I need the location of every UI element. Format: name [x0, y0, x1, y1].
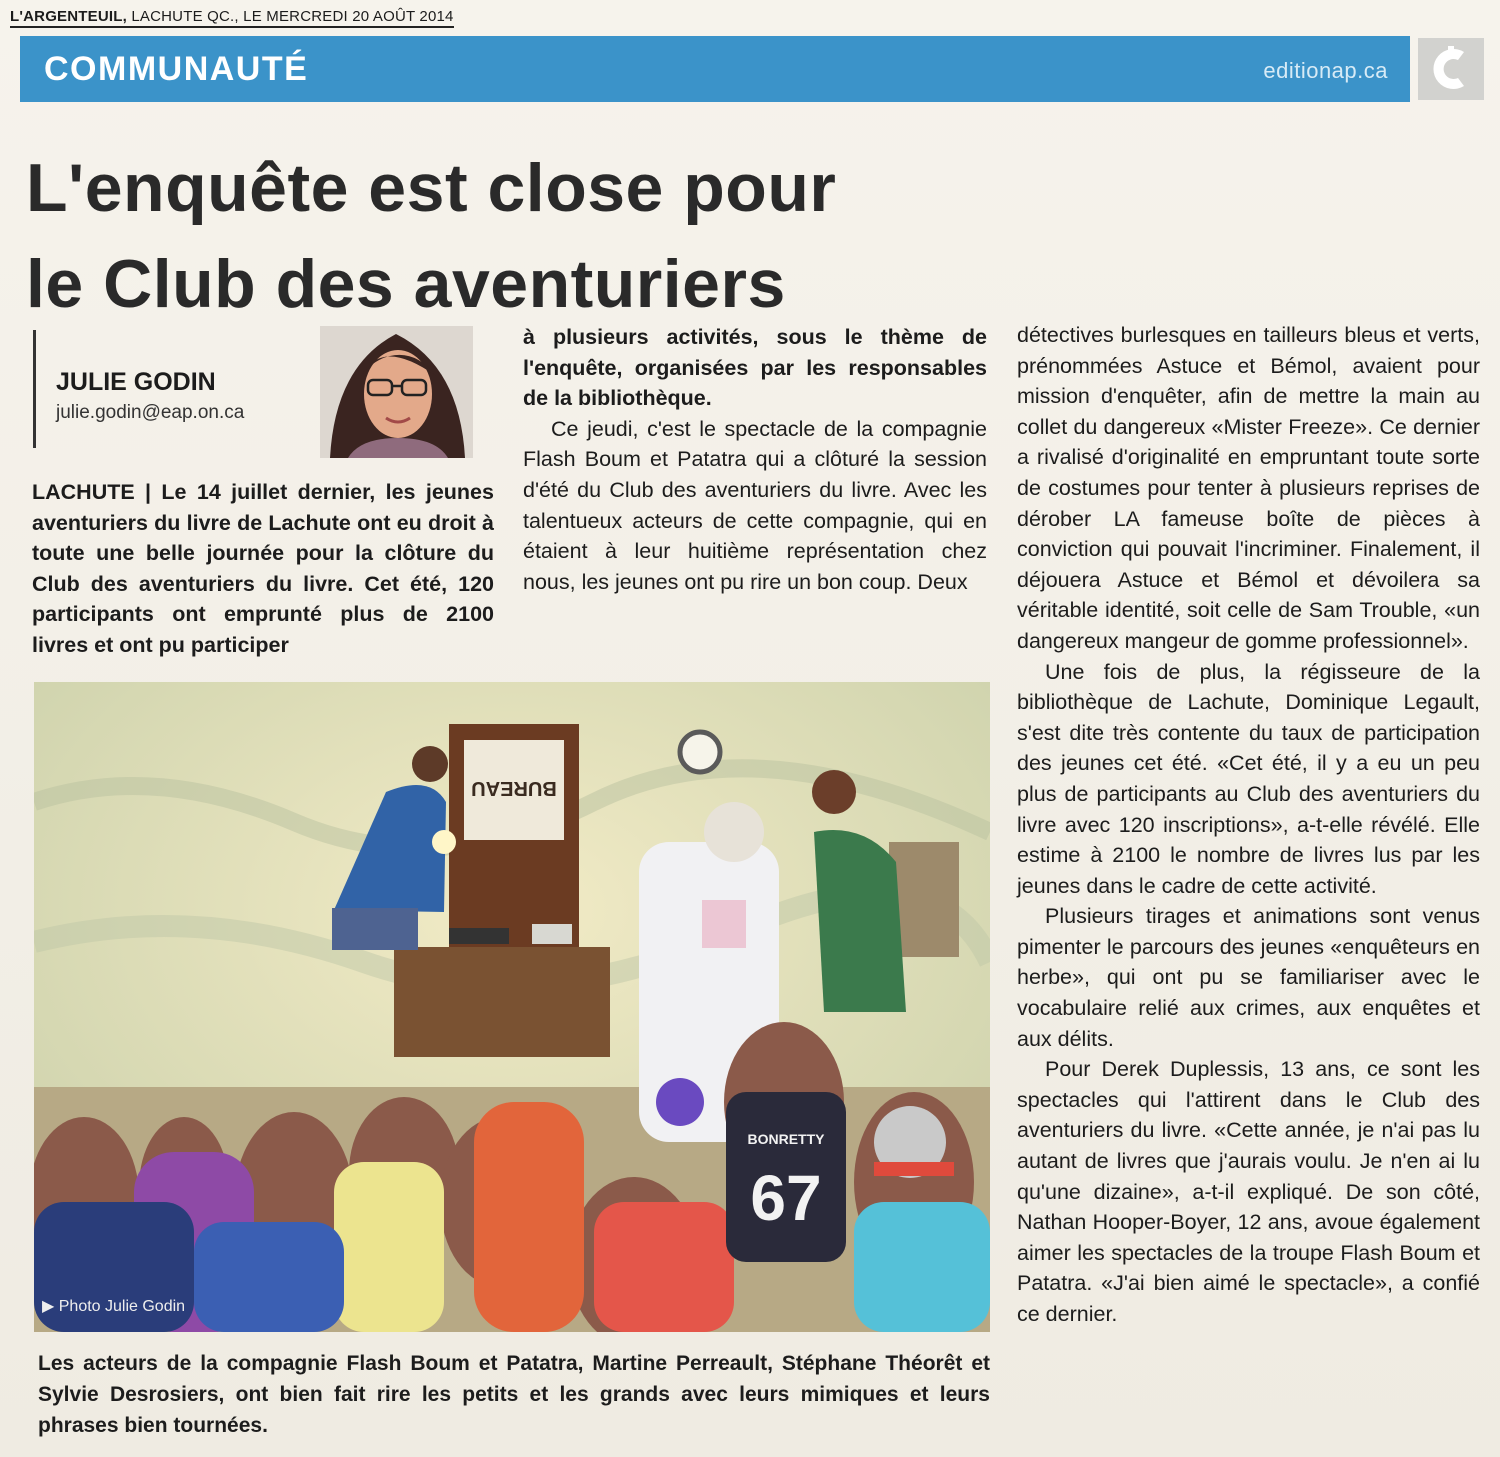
photo-credit: ▶ Photo Julie Godin [42, 1298, 186, 1315]
paragraph: Une fois de plus, la régisseure de la bibliothèque de Lachute, Dominique Legault, s'est dite très contente du taux de participation des jeunes cet été. «Cet été, il y a eu un peu plus de participants au Club des aventuriers du livre avec 120 inscriptions», a-t-elle révélé. Elle estime à 2100 le nombre de livres lus par les jeunes dans le cadre de cette activité. [1017, 659, 1480, 898]
jersey-number: 67 [750, 1162, 822, 1234]
section-label: COMMUNAUTÉ [44, 50, 309, 88]
paragraph: Pour Derek Duplessis, 13 ans, ce sont les spectacles qui l'attirent dans le Club des aventuriers du livre. «Cette année, je n'ai pas lu autant de livres que j'aurais voulu. Je n'en ai lu qu'une dizaine», a-t-il expliqué. De son côté, Nathan Hooper-Boyer, 12 ans, avoue également aimer les spectacles de la troupe Flash Boum et Patatra. «J'ai bien aimé le spectacle», a confié ce dernier. [1017, 1057, 1480, 1326]
headline-line-2: le Club des aventuriers [26, 246, 786, 322]
paragraph: à plusieurs activités, sous le thème de l'enquête, organisées par les responsables de la bibliothèque. [523, 325, 987, 411]
article-column-1 [32, 477, 494, 661]
paper-name: L'ARGENTEUIL, [10, 8, 127, 25]
paragraph: détectives burlesques en tailleurs bleus et verts, prénommées Astuce et Bémol, avaient pour mission d'enquêter, afin de mettre la main au collet du dangereux «Mister Freeze». Ce dernier a rivalisé d'originalité en empruntant toute sorte de costumes pour tenter à plusieurs reprises de dérober LA fameuse boîte de pièces à conviction qui pouvait l'incriminer. Finalement, il déjouera Astuce et Bémol et dévoilera sa véritable identité, soit celle de Sam Trouble, «un dangereux mangeur de gomme professionnel». [1017, 323, 1480, 653]
lead-paragraph [32, 477, 494, 661]
section-band [20, 36, 1410, 102]
masthead [10, 8, 454, 28]
headline [26, 140, 1026, 332]
photo-caption: Les acteurs de la compagnie Flash Boum et Patatra, Martine Perreault, Stéphane Théorêt et Sylvie Desrosiers, ont bien fait rire les petits et les grands avec leurs mimiques et leurs phrases bien tournées. [38, 1352, 990, 1437]
site-url: editionap.ca [1263, 58, 1388, 83]
author-email: julie.godin@eap.on.ca [56, 402, 245, 423]
article-dateline: LACHUTE | [32, 480, 162, 504]
paragraph: Plusieurs tirages et animations sont venus pimenter le parcours des jeunes «enquêteurs en herbe», qui ont pu se familiariser avec le vocabulaire relié aux crimes, aux enquêtes et aux délits. [1017, 904, 1480, 1051]
author-name: JULIE GODIN [56, 368, 216, 396]
headline-line-1: L'enquête est close pour [26, 150, 837, 226]
door-sign: BUREAU [471, 777, 557, 799]
lead-text: Le 14 juillet dernier, les jeunes aventuriers du livre de Lachute ont eu droit à toute une belle journée pour la clôture du Club des aventuriers du livre. Cet été, 120 participants ont emprunté plus de 2100 livres et ont pu participer [32, 480, 494, 657]
edition-ap-logo-icon [1418, 38, 1484, 100]
paragraph: Ce jeudi, c'est le spectacle de la compagnie Flash Boum et Patatra qui a clôturé la session d'été du Club des aventuriers du livre. Avec les talentueux acteurs de cette compagnie, qui en étaient à leur huitième représentation chez nous, les jeunes ont pu rire un bon coup. Deux [523, 416, 987, 594]
byline-rule [33, 330, 36, 448]
masthead-dateline: LACHUTE QC., LE MERCREDI 20 AOÛT 2014 [131, 8, 454, 25]
article-column-2 [523, 322, 987, 597]
author-portrait [320, 326, 473, 458]
jersey-name: BONRETTY [747, 1131, 825, 1147]
article-column-3 [1017, 320, 1480, 1330]
event-photo [34, 682, 990, 1332]
